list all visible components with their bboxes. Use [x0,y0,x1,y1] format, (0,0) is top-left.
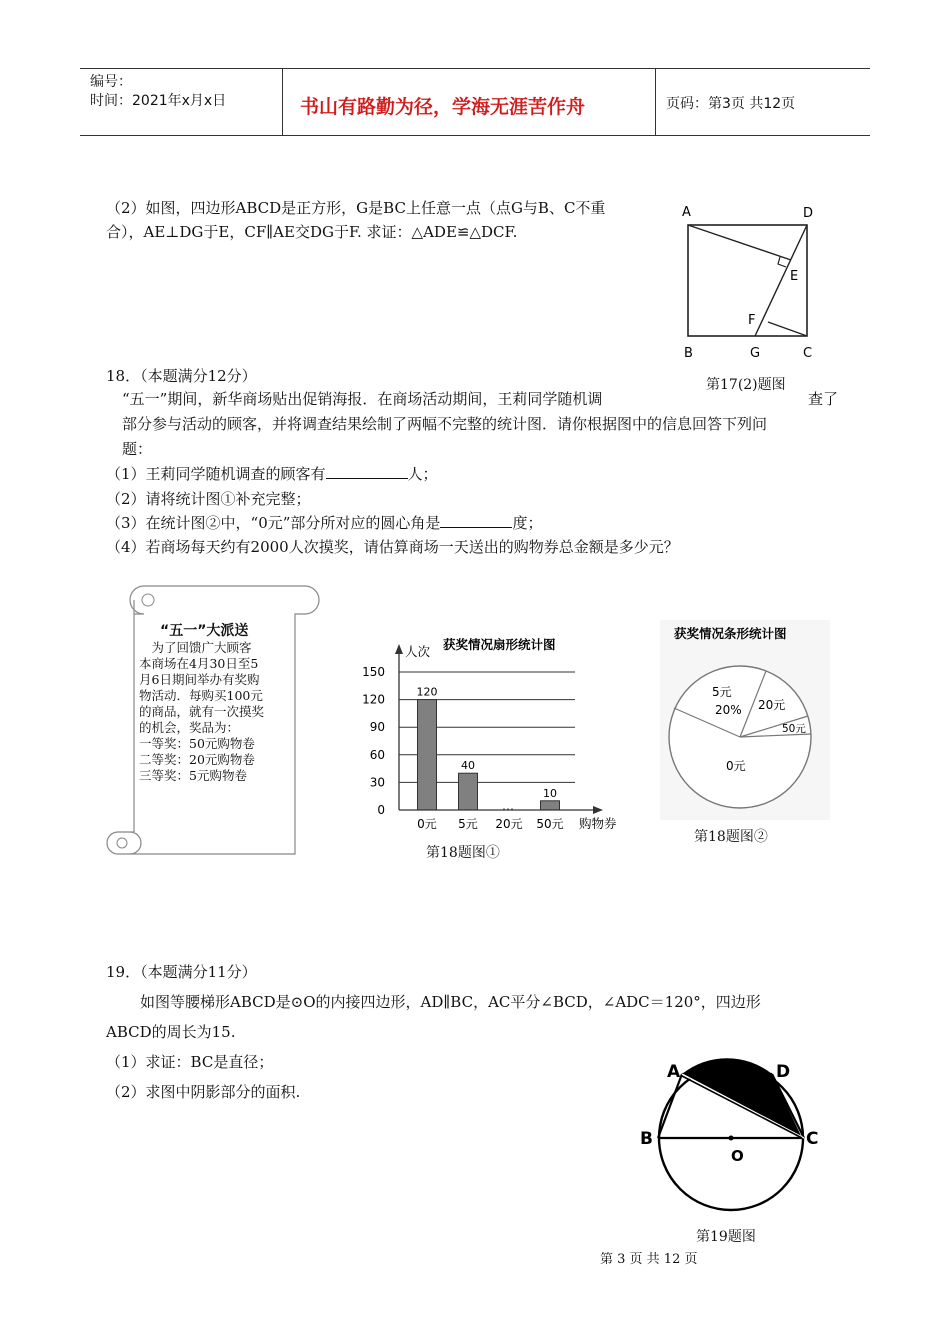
header-page-number: 页码：第3页 共12页 [666,96,796,112]
bar-chart-xlabel: 购物券 [579,816,617,831]
label-c: C [803,346,813,361]
q18-heading: 18．（本题满分12分） [106,367,257,385]
q18-sub-1 [106,462,438,486]
q19-line-1: 如图等腰梯形ABCD是⊙O的内接四边形，AD∥BC，AC平分∠BCD，∠ADC＝120°，四边形 [140,993,761,1011]
bar [541,801,560,810]
poster-line: 物活动．每购买100元 [139,688,263,703]
pie-slice-label-5: 5元 [712,685,732,699]
pie-chart [660,620,830,820]
y-axis-arrow [395,644,403,654]
q18-sub-1-text: （1）王莉同学随机调查的顾客有 [106,465,326,483]
poster-line: 本商场在4月30日至5 [139,656,259,671]
bar-chart-x-ticks [417,817,563,831]
label-a: A [667,1062,681,1082]
q18-intro-line-1: “五一”期间，新华商场贴出促销海报．在商场活动期间，王莉同学随机调 [122,390,603,408]
y-tick-label: 30 [369,775,385,790]
label-f: F [748,313,756,328]
page-footer: 第 3 页 共 12 页 [600,1252,698,1267]
q18-sub-3 [106,511,542,535]
segment-dg [755,225,807,336]
x-tick-label: 0元 [417,817,437,831]
answer-blank-1[interactable] [326,462,408,479]
label-g: G [750,346,761,361]
label-b: B [684,346,693,361]
bar-chart [355,630,630,840]
label-o: O [731,1147,744,1165]
label-d: D [803,206,814,221]
q18-sub-3-text: （3）在统计图②中，“0元”部分所对应的圆心角是 [106,514,441,532]
q19-sub-2: （2）求图中阴影部分的面积. [106,1083,301,1101]
y-tick-label: 60 [369,747,385,762]
pie-slice-label-50: 50元 [782,723,806,735]
poster-line: 为了回馈广大顾客 [139,640,252,655]
x-tick-label: 50元 [536,817,564,831]
bar-data-label: 10 [543,786,557,800]
q18-sub-1-suffix: 人； [407,465,438,483]
poster-line: 二等奖：20元购物卷 [139,752,255,767]
q18-sub-2: （2）请将统计图①补充完整； [106,490,311,508]
segment-ab [658,1074,682,1138]
bar [418,700,437,810]
header-time: 时间：2021年x月x日 [90,93,227,109]
pie-slice-label-0: 0元 [726,759,746,773]
q18-intro-line-2: 部分参与活动的顾客，并将调查结果绘制了两幅不完整的统计图．请你根据图中的信息回答下列问 [122,415,768,433]
bar-chart-y-ticks [362,665,385,817]
poster-title: “五一”大派送 [160,623,249,639]
header-divider-right [655,68,656,135]
center-point [729,1136,734,1141]
q18-intro-line-3: 题： [122,440,153,458]
bar-chart-ylabel: 人次 [405,644,431,659]
q19-heading: 19．（本题满分11分） [106,963,257,981]
q18-sub-4: （4）若商场每天约有2000人次摸奖，请估算商场一天送出的购物券总金额是多少元？ [106,538,679,556]
q19-sub-1: （1）求证：BC是直径； [106,1053,274,1071]
label-e: E [790,269,799,284]
header-divider-left [282,68,283,135]
bar-data-label: 40 [461,759,475,773]
bar-data-label: 120 [416,685,438,699]
header-number: 编号： [90,74,132,90]
header-bottom-rule [80,135,870,136]
poster-body [139,640,264,784]
y-tick-label: 150 [362,665,385,679]
q19-figure-caption: 第19题图 [696,1229,756,1245]
bar [459,773,478,810]
q17-line-1: （2）如图，四边形ABCD是正方形，G是BC上任意一点（点G与B、C不重 [106,199,606,217]
pie-chart-title: 获奖情况条形统计图 [674,626,787,641]
bar-chart-title: 获奖情况扇形统计图 [443,637,556,652]
q17-square-figure [672,198,832,373]
label-d: D [776,1062,791,1082]
y-tick-label: 0 [377,803,385,817]
bar-chart-bars [417,686,560,810]
y-tick-label: 90 [369,720,385,735]
poster-line: 月6日期间举办有奖购 [139,672,260,687]
pie-slice-label-20: 20元 [758,698,786,712]
poster-line: 的机会，奖品为： [139,720,240,735]
q19-circle-figure [636,1058,826,1223]
label-c: C [806,1129,819,1149]
poster-line: 三等奖：5元购物卷 [139,768,247,783]
q18-figure-2-caption: 第18题图② [694,829,768,845]
q18-intro-line-1-end: 查了 [808,390,839,408]
segment-cf [768,322,807,336]
label-b: B [640,1129,653,1149]
answer-blank-3[interactable] [440,511,512,528]
header-motto: 书山有路勤为径，学海无涯苦作舟 [300,96,586,118]
x-tick-label: 5元 [458,817,478,831]
header-top-rule [80,68,870,69]
q17-line-2: 合），AE⊥DG于E，CF∥AE交DG于F. 求证：△ADE≌△DCF. [106,223,518,241]
q19-line-2: ABCD的周长为15. [106,1023,236,1041]
q17-figure-caption: 第17(2)题图 [706,377,786,393]
poster-line: 的商品，就有一次摸奖 [139,704,265,719]
q18-sub-3-suffix: 度； [512,514,543,532]
label-a: A [682,205,691,220]
y-tick-label: 120 [362,692,385,707]
x-tick-label: 20元 [495,817,523,831]
segment-ae [688,225,791,260]
x-axis-arrow [593,806,603,814]
poster-line: 一等奖：50元购物卷 [139,736,255,751]
q18-figure-1-caption: 第18题图① [426,845,500,861]
pie-slice-percent-5: 20% [715,703,742,717]
